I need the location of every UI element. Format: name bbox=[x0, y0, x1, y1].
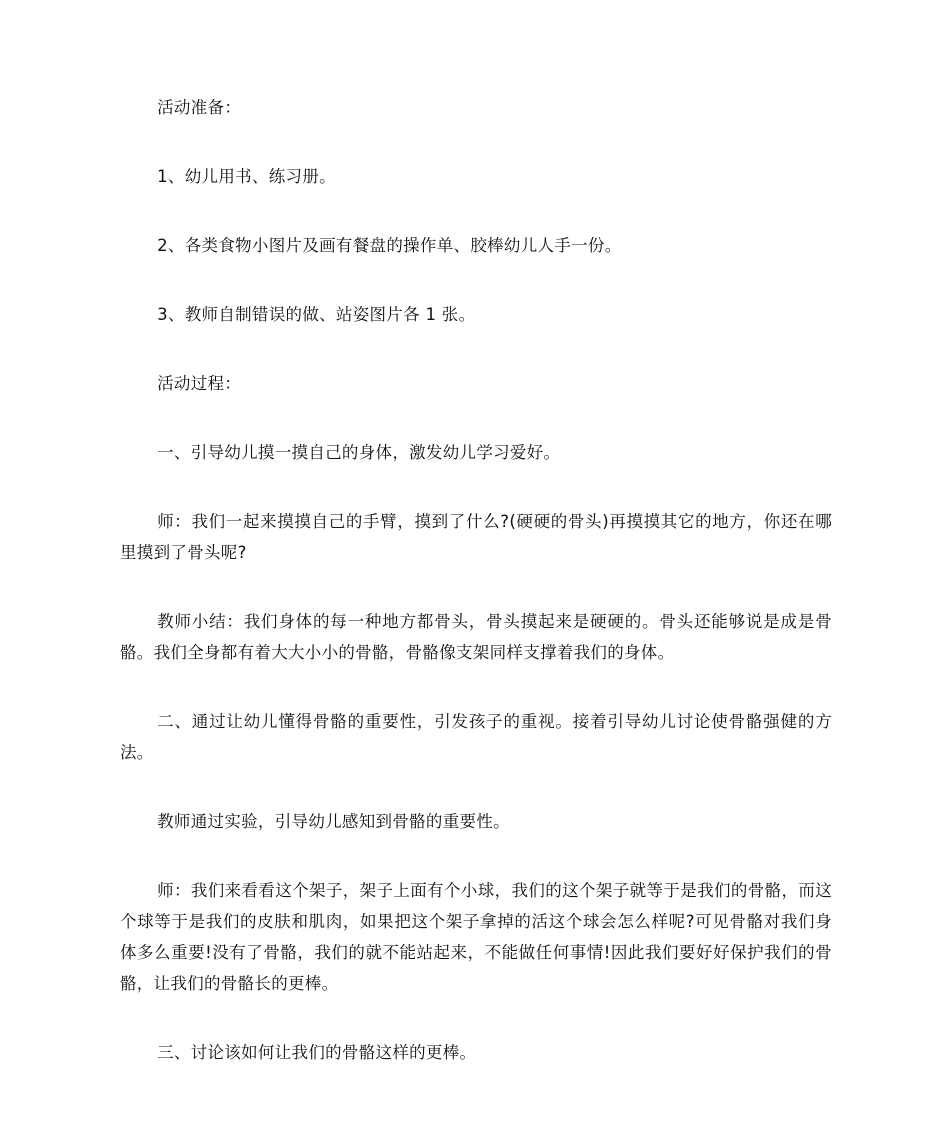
heading-activity-process: 活动过程： bbox=[157, 374, 242, 393]
prep-item-2: 2、各类食物小图片及画有餐盘的操作单、胶棒幼儿人手一份。 bbox=[157, 236, 622, 255]
prep-item-1: 1、幼儿用书、练习册。 bbox=[157, 167, 336, 186]
teacher-summary: 教师小结：我们身体的每一种地方都骨头，骨头摸起来是硬硬的。骨头还能够说是成是骨骼。我们全身都有着大大小小的骨骼，骨骼像支架同样支撑着我们的身体。 bbox=[120, 612, 832, 662]
teacher-dialogue-1: 师：我们一起来摸摸自己的手臂，摸到了什么?(硬硬的骨头)再摸摸其它的地方，你还在哪里摸到了骨头呢? bbox=[120, 512, 832, 562]
process-step-2: 二、通过让幼儿懂得骨骼的重要性，引发孩子的重视。接着引导幼儿讨论使骨骼强健的方法。 bbox=[120, 712, 832, 762]
process-step-3: 三、讨论该如何让我们的骨骼这样的更棒。 bbox=[157, 1043, 477, 1062]
experiment-intro: 教师通过实验，引导幼儿感知到骨骼的重要性。 bbox=[157, 812, 510, 831]
prep-item-3: 3、教师自制错误的做、站姿图片各 1 张。 bbox=[157, 305, 476, 324]
teacher-dialogue-2: 师：我们来看看这个架子，架子上面有个小球，我们的这个架子就等于是我们的骨骼，而这个球等于是我们的皮肤和肌肉，如果把这个架子拿掉的活这个球会怎么样呢?可见骨骼对我们身体多么重要!没有了骨骼，我们的就不能站起来，不能做任何事情!因此我们要好好保护我们的骨骼，让我们的骨骼长的更棒。 bbox=[120, 881, 832, 993]
heading-activity-preparation: 活动准备： bbox=[157, 98, 242, 117]
process-step-1: 一、引导幼儿摸一摸自己的身体，激发幼儿学习爱好。 bbox=[157, 443, 561, 462]
document-page bbox=[120, 92, 832, 1106]
